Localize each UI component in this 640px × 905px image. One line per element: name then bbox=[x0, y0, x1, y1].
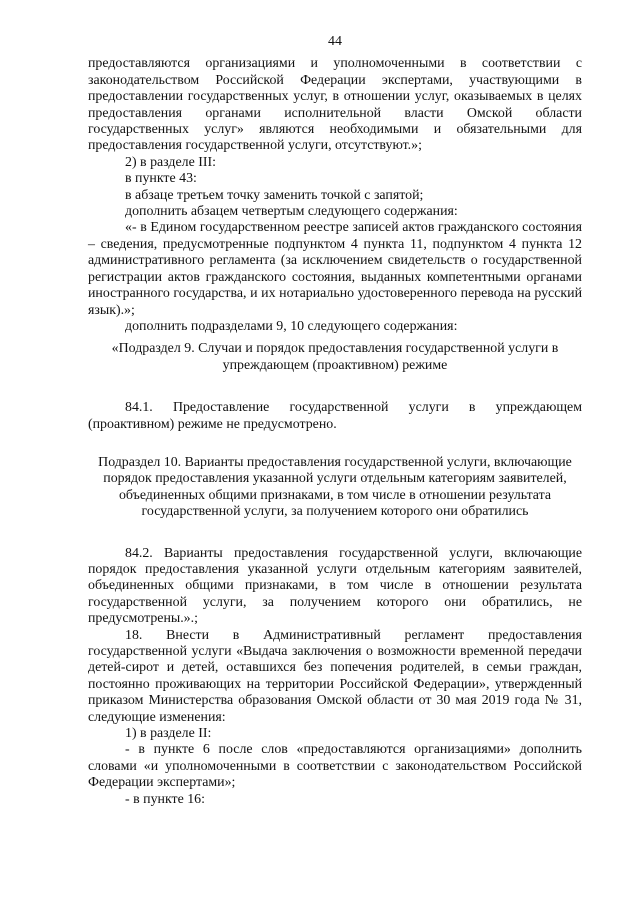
paragraph: дополнить подразделами 9, 10 следующего содержания: bbox=[125, 318, 458, 334]
subsection-heading-9: «Подраздел 9. Случаи и порядок предоставления государственной услуги в упреждающем (проактивном) режиме bbox=[111, 341, 559, 373]
paragraph: 2) в разделе III: bbox=[125, 154, 216, 170]
paragraph: «- в Едином государственном реестре записей актов гражданского состояния – сведения, предусмотренные подпунктом 4 пункта 11, подпунктом 4 пункта 12 административного регламента (за исключением свидетельств о государственной регистрации актов гражданского состояния, выданных компетентными органами иностранного государства, и их нотариально удостоверенного перевода на русский язык).»; bbox=[88, 220, 582, 318]
paragraph: в пункте 43: bbox=[125, 171, 197, 187]
paragraph: 18. Внести в Административный регламент предоставления государственной услуги «Выдача заключения о возможности временной передачи детей-сирот и детей, оставшихся без попечения родителей, в семьи граждан, постоянно проживающих на территории Российской Федерации», утвержденный приказом Министерства образования Омской области от 30 мая 2019 года № 31, следующие изменения: bbox=[88, 627, 582, 725]
paragraph: дополнить абзацем четвертым следующего содержания: bbox=[125, 204, 458, 220]
paragraph: 1) в разделе II: bbox=[125, 726, 212, 742]
paragraph: 84.1. Предоставление государственной услуги в упреждающем (проактивном) режиме не предусмотрено. bbox=[88, 400, 582, 432]
paragraph: - в пункте 16: bbox=[125, 791, 205, 807]
paragraph: 84.2. Варианты предоставления государственной услуги, включающие порядок предоставления указанной услуги отдельным категориям заявителей, объединенных общими признаками, в том числе в отношении результата государственной услуги, за получением которого они обратились, не предусмотрены.».; bbox=[88, 545, 582, 627]
page-number: 44 bbox=[328, 34, 342, 49]
paragraph: - в пункте 6 после слов «предоставляются организациями» дополнить словами «и уполномоченными в соответствии с законодательством Российской Федерации экспертами»; bbox=[88, 742, 582, 791]
paragraph: предоставляются организациями и уполномоченными в соответствии с законодательством Российской Федерации экспертами, участвующими в предоставлении государственных услуг, в отношении услуг, оказываемых в целях предоставления органами исполнительной власти Омской области государственных услуг» являются необходимыми и обязательными для предоставления государственной услуги, отсутствуют.»; bbox=[88, 56, 582, 154]
paragraph: в абзаце третьем точку заменить точкой с запятой; bbox=[125, 187, 424, 203]
subsection-heading-10: Подраздел 10. Варианты предоставления государственной услуги, включающие порядок предоставления указанной услуги отдельным категориям заявителей, объединенных общими признаками, в том числе в отношении результата государственной услуги, за получением которого они обратились bbox=[98, 454, 572, 520]
